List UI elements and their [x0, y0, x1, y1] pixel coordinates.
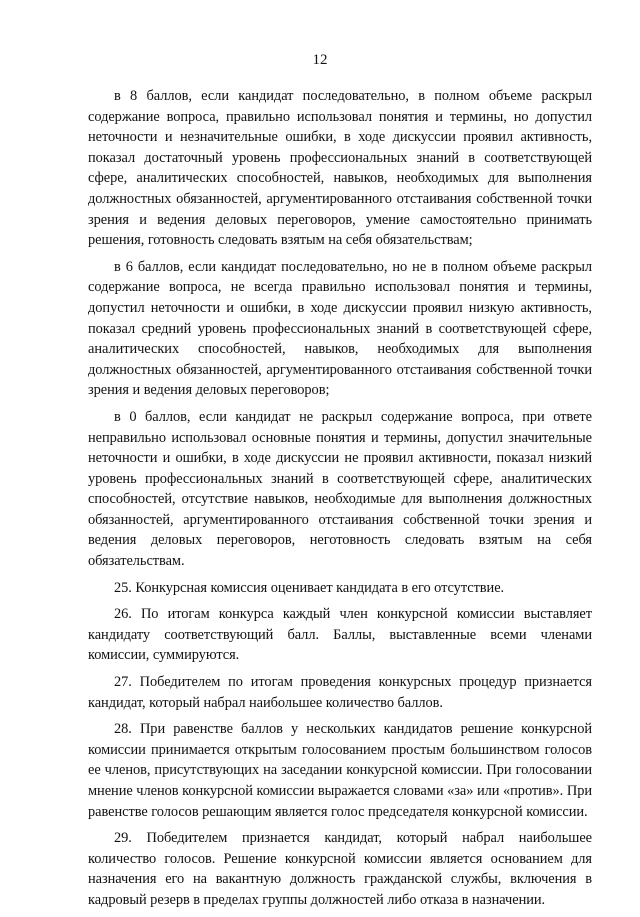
paragraph-26: 26. По итогам конкурса каждый член конкурсной комиссии выставляет кандидату соответствующий балл. Баллы, выставленные всеми членами комиссии, суммируются.: [88, 606, 592, 664]
paragraph-29: 29. Победителем признается кандидат, который набрал наибольшее количество голосов. Решение конкурсной комиссии является основанием для назначения его на вакантную должность гражданской службы, включения в кадровый резерв в пределах группы должностей либо отказа в назначении.: [88, 830, 592, 908]
paragraph-score-6: в 6 баллов, если кандидат последовательно, но не в полном объеме раскрыл содержание вопроса, не всегда правильно использовал понятия и термины, допустил неточности и ошибки, в ходе дискуссии проявил низкую активность, показал средний уровень профессиональных знаний в соответствующей сфере, аналитических способностей, навыков, необходимых для выполнения должностных обязанностей, аргументированного отстаивания собственной точки зрения и ведения деловых переговоров;: [88, 258, 592, 399]
paragraph-27: 27. Победителем по итогам проведения конкурсных процедур признается кандидат, который набрал наибольшее количество баллов.: [88, 674, 592, 711]
document-body: [88, 86, 592, 917]
page-number: 12: [312, 52, 328, 68]
paragraph-score-8: в 8 баллов, если кандидат последовательно, в полном объеме раскрыл содержание вопроса, правильно использовал понятия и термины, но допустил неточности и незначительные ошибки, в ходе дискуссии проявил активность, показал достаточный уровень профессиональных знаний в соответствующей сфере, аналитических способностей, навыков, необходимых для выполнения должностных обязанностей, аргументированного отстаивания собственной точки зрения и ведения деловых переговоров, умение самостоятельно принимать решения, готовность следовать взятым на себя обязательствам;: [88, 88, 592, 249]
paragraph-28: 28. При равенстве баллов у нескольких кандидатов решение конкурсной комиссии принимается открытым голосованием простым большинством голосов ее членов, присутствующих на заседании конкурсной комиссии. При голосовании мнение членов конкурсной комиссии выражается словами «за» или «против». При равенстве голосов решающим является голос председателя конкурсной комиссии.: [88, 721, 592, 820]
paragraph-score-0: в 0 баллов, если кандидат не раскрыл содержание вопроса, при ответе неправильно использовал основные понятия и термины, допустил значительные неточности и ошибки, в ходе дискуссии не проявил активности, показал низкий уровень профессиональных знаний в соответствующей сфере, аналитических способностей, отсутствие навыков, необходимые для выполнения должностных обязанностей, аргументированного отстаивания собственной точки зрения и ведения деловых переговоров, неготовность следовать взятым на себя обязательствам.: [88, 408, 592, 570]
paragraph-25: 25. Конкурсная комиссия оценивает кандидата в его отсутствие.: [114, 579, 505, 596]
